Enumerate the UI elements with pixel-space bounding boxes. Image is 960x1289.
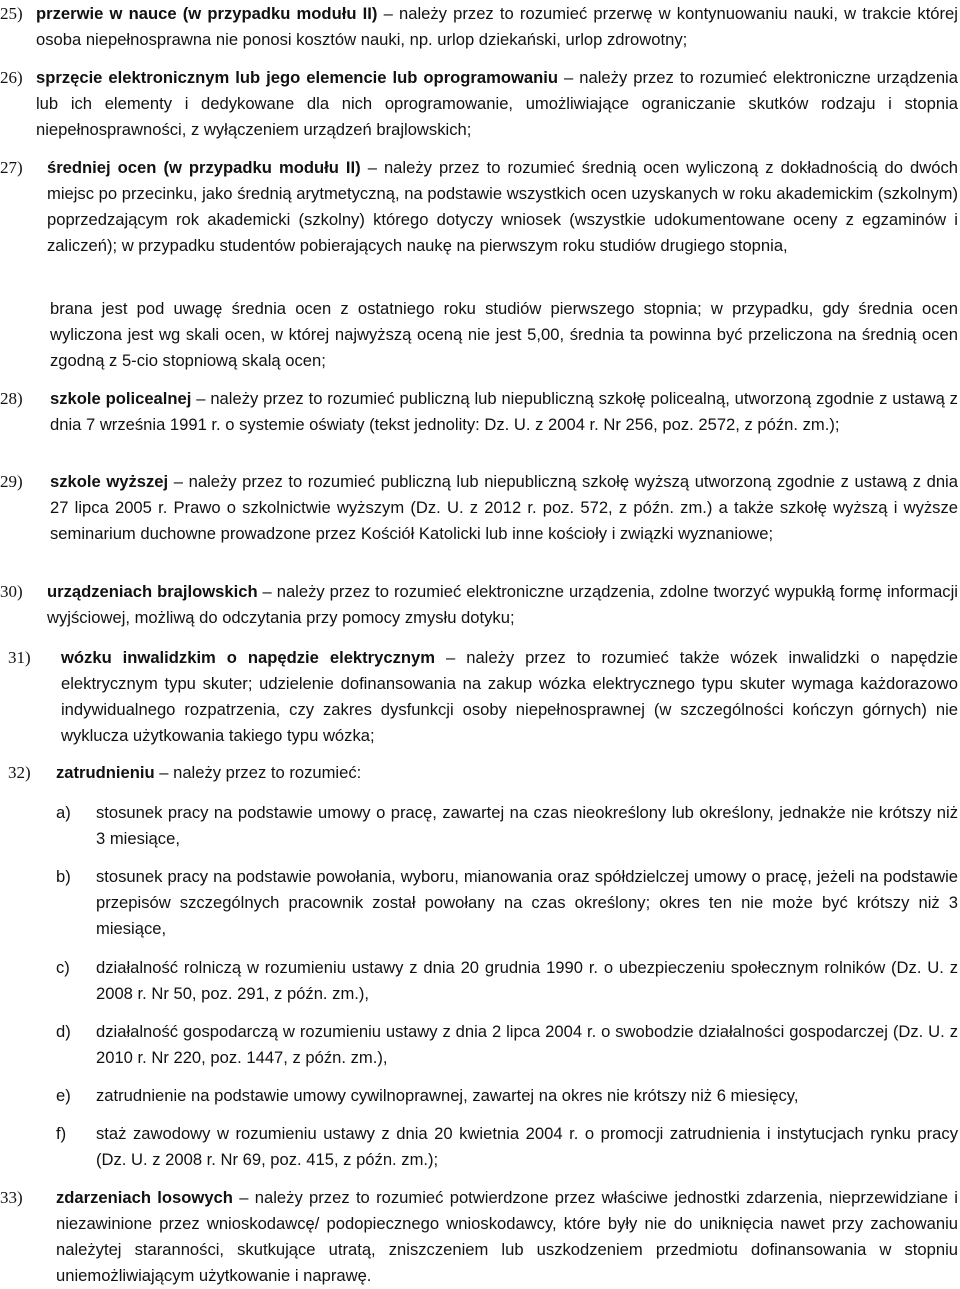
item-25-definition: – należy przez to rozumieć przerwę w kontynuowaniu nauki, w trakcie której osoba niepełnosprawna nie ponosi kosztów nauki, np. urlop dziekański, urlop zdrowotny;: [36, 4, 958, 49]
item-27-continuation: brana jest pod uwagę średnia ocen z ostatniego roku studiów pierwszego stopnia; w przypadku, gdy średnia ocen wyliczona jest wg skali ocen, w której najwyższą oceną nie jest 5,00, średnia ta powinna być przeliczona na średnią ocen zgodną z 5-cio stopniową skalą ocen;: [50, 299, 958, 370]
item-27: [47, 155, 958, 259]
item-26-term: sprzęcie elektronicznym lub jego elemencie lub oprogramowaniu: [36, 68, 559, 87]
item-30-number: 30): [0, 582, 23, 601]
item-32-definition: – należy przez to rozumieć:: [159, 763, 362, 782]
item-28: [50, 386, 958, 438]
item-25: [36, 1, 958, 53]
item-31: [61, 645, 958, 749]
item-27-term: średniej ocen (w przypadku modułu II): [47, 158, 361, 177]
item-29-definition: – należy przez to rozumieć publiczną lub niepubliczną szkołę wyższą utworzoną zgodnie z ustawą z dnia 27 lipca 2005 r. Prawo o szkolnictwie wyższym (Dz. U. z 2012 r. poz. 572, z późn. zm.) a także szkołę wyższą i wyższe seminarium duchowne prowadzone przez Kościół Katolicki lub inne kościoły i związki wyznaniowe;: [50, 472, 958, 543]
sub-item-b-text: stosunek pracy na podstawie powołania, wyboru, mianowania oraz spółdzielczej umowy o pracę, jeżeli na podstawie przepisów szczególnych pracownik został powołany na czas określony; okres ten nie może być krótszy niż 3 miesiące,: [96, 867, 958, 938]
item-32-term: zatrudnieniu: [56, 763, 155, 782]
sub-item-f-text: staż zawodowy w rozumieniu ustawy z dnia 20 kwietnia 2004 r. o promocji zatrudnienia i instytucjach rynku pracy (Dz. U. z 2008 r. Nr 69, poz. 415, z późn. zm.);: [96, 1124, 958, 1169]
item-31-definition: – należy przez to rozumieć także wózek inwalidzki o napędzie elektrycznym typu skuter; udzielenie dofinansowania na zakup wózka elektrycznego typu skuter wymaga każdorazowo indywidualnego rozpatrzenia, czy zakres dysfunkcji osoby niepełnosprawnej (w szczególności kończyn górnych) nie wyklucza użytkowania takiego typu wózka;: [61, 648, 958, 745]
sub-item-e-text: zatrudnienie na podstawie umowy cywilnoprawnej, zawartej na okres nie krótszy niż 6 miesięcy,: [96, 1086, 799, 1105]
item-32: [56, 760, 958, 786]
item-33-term: zdarzeniach losowych: [56, 1188, 233, 1207]
item-25-term: przerwie w nauce (w przypadku modułu II): [36, 4, 378, 23]
sub-item-e-label: e): [56, 1086, 71, 1105]
item-31-term: wózku inwalidzkim o napędzie elektrycznym: [61, 648, 436, 667]
item-25-number: 25): [0, 4, 23, 23]
item-29: [50, 469, 958, 547]
item-33-number: 33): [0, 1188, 23, 1207]
item-27-number: 27): [0, 158, 23, 177]
item-32-number: 32): [8, 763, 31, 782]
item-29-number: 29): [0, 472, 23, 491]
item-33: [56, 1185, 958, 1289]
item-26-definition: – należy przez to rozumieć elektroniczne urządzenia lub ich elementy i dedykowane dla nich oprogramowanie, umożliwiające ograniczanie skutków rodzaju i stopnia niepełnosprawności, z wyłączeniem urządzeń brajlowskich;: [36, 68, 958, 139]
sub-item-b-label: b): [56, 867, 71, 886]
item-31-number: 31): [8, 648, 31, 667]
item-30-term: urządzeniach brajlowskich: [47, 582, 258, 601]
item-26-number: 26): [0, 68, 23, 87]
sub-item-d-text: działalność gospodarczą w rozumieniu ustawy z dnia 2 lipca 2004 r. o swobodzie działalności gospodarczej (Dz. U. z 2010 r. Nr 220, poz. 1447, z późn. zm.),: [96, 1022, 958, 1067]
sub-item-d-label: d): [56, 1022, 71, 1041]
item-26: [36, 65, 958, 143]
item-30: [47, 579, 958, 631]
item-28-term: szkole policealnej: [50, 389, 192, 408]
sub-item-a-text: stosunek pracy na podstawie umowy o pracę, zawartej na czas nieokreślony lub określony, jednakże nie krótszy niż 3 miesiące,: [96, 803, 958, 848]
item-28-number: 28): [0, 389, 23, 408]
item-28-definition: – należy przez to rozumieć publiczną lub niepubliczną szkołę policealną, utworzoną zgodnie z ustawą z dnia 7 września 1991 r. o systemie oświaty (tekst jednolity: Dz. U. z 2004 r. Nr 256, poz. 2572, z późn. zm.);: [50, 389, 958, 434]
item-27-definition: – należy przez to rozumieć średnią ocen wyliczoną z dokładnością do dwóch miejsc po przecinku, jako średnią arytmetyczną, na podstawie wszystkich ocen uzyskanych w roku akademickim (szkolnym) poprzedzającym rok akademicki (szkolny) którego dotyczy wniosek (wszystkie udokumentowane oceny z egzaminów i zaliczeń); w przypadku studentów pobierających naukę na pierwszym roku studiów drugiego stopnia,: [47, 158, 958, 255]
sub-item-c-text: działalność rolniczą w rozumieniu ustawy z dnia 20 grudnia 1990 r. o ubezpieczeniu społecznym rolników (Dz. U. z 2008 r. Nr 50, poz. 291, z późn. zm.),: [96, 958, 958, 1003]
sub-item-c-label: c): [56, 958, 70, 977]
item-29-term: szkole wyższej: [50, 472, 169, 491]
item-33-definition: – należy przez to rozumieć potwierdzone przez właściwe jednostki zdarzenia, nieprzewidziane i niezawinione przez wnioskodawcę/ podopiecznego wnioskodawcy, które były nie do uniknięcia nawet przy zachowaniu należytej staranności, skutkujące utratą, zniszczeniem lub uszkodzeniem przedmiotu dofinansowania w stopniu uniemożliwiającym użytkowanie i naprawę.: [56, 1188, 958, 1285]
sub-item-a-label: a): [56, 803, 71, 822]
item-30-definition: – należy przez to rozumieć elektroniczne urządzenia, zdolne tworzyć wypukłą formę informacji wyjściowej, możliwą do odczytania przy pomocy zmysłu dotyku;: [47, 582, 958, 627]
sub-item-f-label: f): [56, 1124, 67, 1143]
